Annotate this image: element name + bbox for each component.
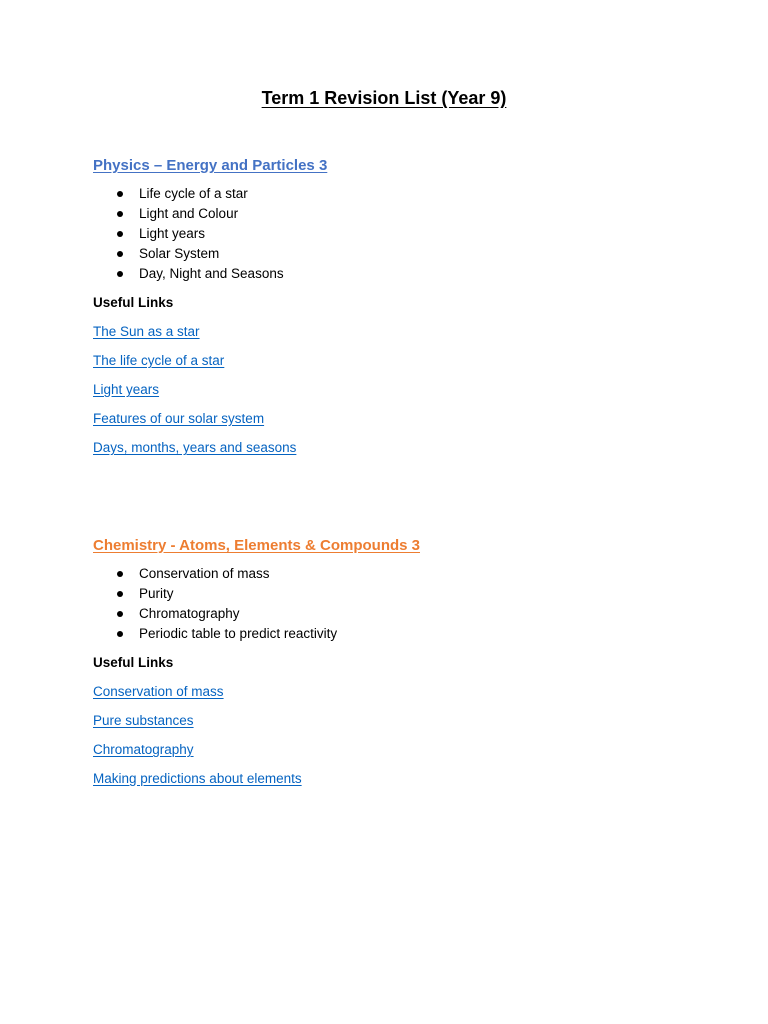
topic-item: [93, 244, 713, 264]
topic-item: [93, 184, 713, 204]
link-item: [93, 712, 713, 741]
topic-label: Solar System: [139, 246, 220, 261]
topic-item: [93, 604, 713, 624]
topic-label: Conservation of mass: [139, 566, 270, 581]
bullet-icon: [117, 631, 123, 637]
link-item: [93, 352, 713, 381]
physics-topic-list: [93, 184, 713, 284]
topic-item: [93, 564, 713, 584]
link-item: [93, 381, 713, 410]
bullet-icon: [117, 191, 123, 197]
bullet-icon: [117, 211, 123, 217]
bullet-icon: [117, 571, 123, 577]
link-item: [93, 323, 713, 352]
link-item: [93, 741, 713, 770]
bullet-icon: [117, 251, 123, 257]
topic-label: Light years: [139, 226, 206, 241]
chemistry-section-heading: Chemistry - Atoms, Elements & Compounds 3: [93, 537, 420, 554]
useful-links-label: Useful Links: [93, 655, 174, 670]
topic-item: [93, 204, 713, 224]
chemistry-topic-list: [93, 564, 713, 644]
bullet-icon: [117, 231, 123, 237]
topic-label: Day, Night and Seasons: [139, 266, 284, 281]
link-features-of-solar-system[interactable]: Features of our solar system: [93, 411, 265, 426]
bullet-icon: [117, 591, 123, 597]
bullet-icon: [117, 271, 123, 277]
topic-item: [93, 224, 713, 244]
link-light-years[interactable]: Light years: [93, 382, 160, 397]
link-pure-substances[interactable]: Pure substances: [93, 713, 194, 728]
topic-item: [93, 584, 713, 604]
physics-link-list: [93, 323, 713, 468]
link-sun-as-a-star[interactable]: The Sun as a star: [93, 324, 200, 339]
link-chromatography[interactable]: Chromatography: [93, 742, 194, 757]
link-item: [93, 439, 713, 468]
physics-section: [93, 155, 713, 468]
topic-item: [93, 624, 713, 644]
useful-links-label: Useful Links: [93, 295, 174, 310]
link-life-cycle-of-a-star[interactable]: The life cycle of a star: [93, 353, 225, 368]
link-conservation-of-mass[interactable]: Conservation of mass: [93, 684, 224, 699]
topic-item: [93, 264, 713, 284]
link-days-months-years-seasons[interactable]: Days, months, years and seasons: [93, 440, 297, 455]
chemistry-link-list: [93, 683, 713, 799]
topic-label: Chromatography: [139, 606, 240, 621]
bullet-icon: [117, 611, 123, 617]
page-title: Term 1 Revision List (Year 9): [261, 88, 507, 108]
link-item: [93, 410, 713, 439]
topic-label: Purity: [139, 586, 174, 601]
topic-label: Periodic table to predict reactivity: [139, 626, 338, 641]
link-making-predictions-about-elements[interactable]: Making predictions about elements: [93, 771, 302, 786]
physics-section-heading: Physics – Energy and Particles 3: [93, 157, 328, 174]
chemistry-section: [93, 535, 713, 799]
topic-label: Light and Colour: [139, 206, 239, 221]
topic-label: Life cycle of a star: [139, 186, 248, 201]
link-item: [93, 683, 713, 712]
link-item: [93, 770, 713, 799]
